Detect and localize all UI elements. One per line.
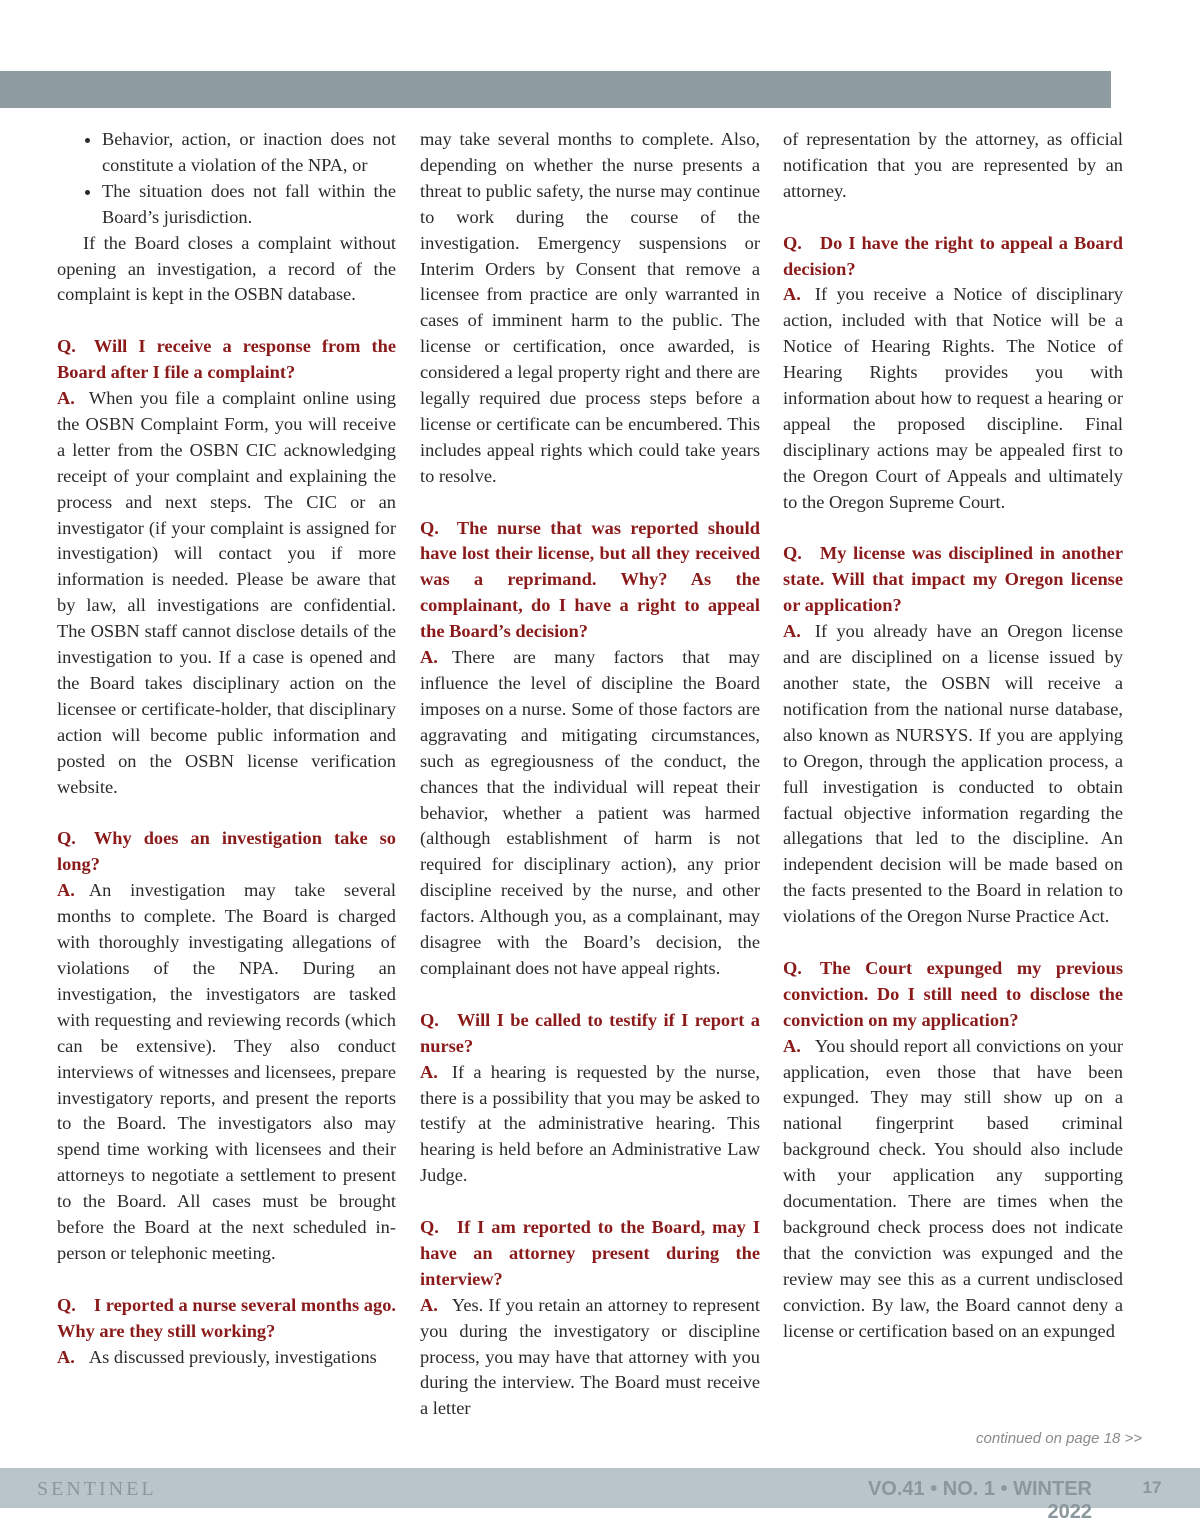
q-label: Q.: [57, 1294, 76, 1315]
bullet-list: [57, 127, 396, 231]
answer: [783, 282, 1123, 515]
a-label: A.: [57, 880, 75, 901]
question-text: My license was disciplined in another state. Will that impact my Oregon license or application?: [783, 543, 1123, 616]
a-label: A.: [783, 621, 801, 642]
a-label: A.: [420, 1061, 438, 1082]
answer: [420, 1060, 760, 1190]
q-label: Q.: [783, 543, 802, 564]
header-bar: [0, 71, 1111, 108]
q-label: Q.: [420, 1217, 439, 1238]
answer-text: Yes. If you retain an attorney to represent you during the investigatory or discipline process, you may have that attorney with you during the interview. The Board must receive a letter: [420, 1294, 760, 1419]
question-text: Will I receive a response from the Board after I file a complaint?: [57, 336, 396, 383]
column-1: [57, 127, 396, 1370]
footer-issue: VO.41 • NO. 1 • WINTER 2022: [867, 1478, 1092, 1523]
a-label: A.: [783, 1035, 801, 1056]
answer-text: If you receive a Notice of disciplinary action, included with that Notice will be a Notice of Hearing Rights. The Notice of Hearing Rights provides you with information about how to request a hearing or appeal the proposed discipline. Final disciplinary actions may be appealed first to the Oregon Court of Appeals and ultimately to the Oregon Supreme Court.: [783, 284, 1123, 512]
question-heading: [420, 516, 760, 646]
list-item: • Behavior, action, or inaction does not constitute a violation of the NPA, or: [102, 127, 396, 179]
answer-text: When you file a complaint online using the OSBN Complaint Form, you will receive a letter from the OSBN CIC acknowledging receipt of your complaint and explaining the process and next steps. The CIC or an investigator (if your complaint is assigned for investigation) will contact you if more information is needed. Please be aware that by law, all investigations are confidential. The OSBN staff cannot disclose details of the investigation to you. If a case is opened and the Board takes disciplinary action on the licensee or certificate-holder, that disciplinary action will become public information and posted on the OSBN license verification website.: [57, 388, 396, 797]
answer: [57, 386, 396, 801]
answer: [783, 1034, 1123, 1345]
answer-text: You should report all convictions on your application, even those that have been expunged. They may still show up on a national fingerprint based criminal background check. You should also include with your application any supporting documentation. There are times when the background check process does not indicate that the conviction was expunged and the review may see this as a current undisclosed conviction. By law, the Board cannot deny a license or certification based on an expunged: [783, 1035, 1123, 1341]
q-label: Q.: [420, 517, 439, 538]
answer: [783, 619, 1123, 930]
question-text: The Court expunged my previous conviction. Do I still need to disclose the conviction on my application?: [783, 957, 1123, 1030]
answer-text: There are many factors that may influence the level of discipline the Board imposes on a nurse. Some of those factors are aggravating and mitigating circumstances, such as egregiousness of the conduct, the chances that the individual will repeat their behavior, whether a patient was harmed (although establishment of harm is not required for disciplinary action), any prior discipline received by the nurse, and other factors. Although you, as a complainant, may disagree with the Board’s decision, the complainant does not have appeal rights.: [420, 647, 760, 978]
question-heading: [420, 1215, 760, 1293]
q-label: Q.: [783, 957, 802, 978]
question-text: I reported a nurse several months ago. Why are they still working?: [57, 1294, 396, 1341]
a-label: A.: [783, 284, 801, 305]
continued-note: continued on page 18 >>: [976, 1430, 1142, 1447]
question-text: Why does an investigation take so long?: [57, 828, 396, 875]
question-heading: [420, 1008, 760, 1060]
question-text: Will I be called to testify if I report a nurse?: [420, 1009, 760, 1056]
question-heading: [783, 231, 1123, 283]
answer-text: If a hearing is requested by the nurse, there is a possibility that you may be asked to testify at the administrative hearing. This hearing is held before an Administrative Law Judge.: [420, 1061, 760, 1186]
column-2: [420, 127, 760, 1422]
a-label: A.: [420, 647, 438, 668]
footer-brand: SENTINEL: [37, 1478, 157, 1500]
paragraph: If the Board closes a complaint without opening an investigation, a record of the complaint is kept in the OSBN database.: [57, 232, 396, 305]
answer-text: An investigation may take several months to complete. The Board is charged with thoroughly investigating allegations of violations of the NPA. During an investigation, the investigators are tasked with requesting and reviewing records (which can be extensive). They also conduct interviews of witnesses and licensees, prepare investigatory reports, and present the reports to the Board. The investigators also may spend time working with licensees and their attorneys to negotiate a settlement to present to the Board. All cases must be brought before the Board at the next scheduled in-person or telephonic meeting.: [57, 880, 396, 1263]
a-label: A.: [57, 388, 75, 409]
question-text: The nurse that was reported should have lost their license, but all they received was a reprimand. Why? As the complainant, do I have a right to appeal the Board’s decision?: [420, 517, 760, 642]
a-label: A.: [420, 1294, 438, 1315]
answer: [420, 1293, 760, 1423]
column-3: [783, 127, 1123, 1345]
answer-text: If you already have an Oregon license and are disciplined on a license issued by another state, the OSBN will receive a notification from the national nurse database, also known as NURSYS. If you are applying to Oregon, through the application process, a full investigation is conducted to obtain factual objective information regarding the allegations that led to the discipline. An independent decision will be made based on the facts presented to the Board in relation to violations of the Oregon Nurse Practice Act.: [783, 621, 1123, 927]
question-heading: [57, 826, 396, 878]
question-heading: [783, 541, 1123, 619]
answer: [420, 645, 760, 982]
a-label: A.: [57, 1346, 75, 1367]
question-heading: [57, 334, 396, 386]
paragraph: of representation by the attorney, as official notification that you are represented by an attorney.: [783, 129, 1123, 201]
answer-text: As discussed previously, investigations: [88, 1346, 377, 1367]
q-label: Q.: [783, 232, 802, 253]
question-text: Do I have the right to appeal a Board decision?: [783, 232, 1123, 279]
answer: [57, 878, 396, 1267]
question-heading: [783, 956, 1123, 1034]
question-text: If I am reported to the Board, may I have an attorney present during the interview?: [420, 1217, 760, 1289]
list-item: • The situation does not fall within the Board’s jurisdiction.: [102, 179, 396, 231]
q-label: Q.: [57, 336, 76, 357]
q-label: Q.: [57, 828, 76, 849]
page-number: 17: [1142, 1478, 1162, 1497]
q-label: Q.: [420, 1009, 439, 1030]
paragraph: may take several months to complete. Also, depending on whether the nurse presents a threat to public safety, the nurse may continue to work during the course of the investigation. Emergency suspensions or Interim Orders by Consent that remove a licensee from practice are only warranted in cases of imminent harm to the public. The license or certification, once awarded, is considered a legal property right and there are legally required due process steps before a license or certificate can be encumbered. This includes appeal rights which could take years to resolve.: [420, 129, 760, 486]
question-heading: [57, 1293, 396, 1345]
answer: [57, 1345, 396, 1371]
